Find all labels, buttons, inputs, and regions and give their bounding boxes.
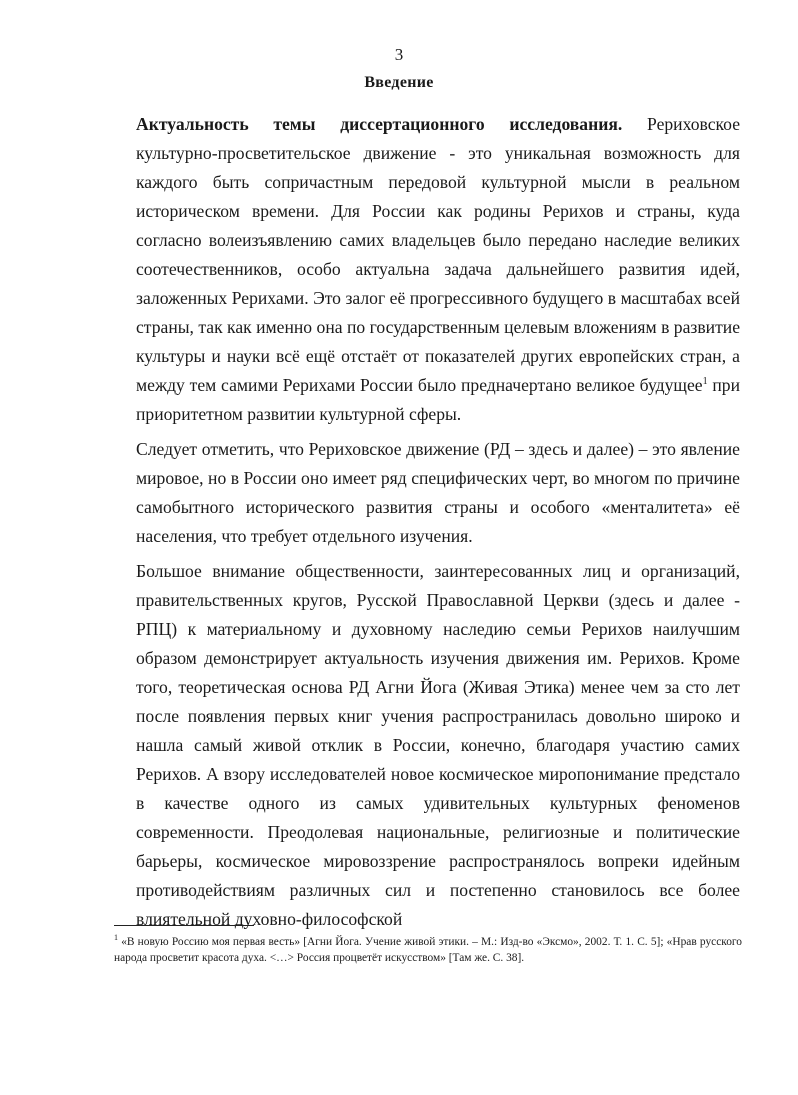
paragraph-text: Рериховское культурно-просветительское движение - это уникальная возможность для каждого быть сопричастным передовой культурной мысли в реальном историческом времени. Для России как родины Рерихов и страны, куда согласно волеизъявлению самих владельцев было передано наследие великих соотечественников, особо актуальна задача дальнейшего развития идей, заложенных Рерихами. Это залог её прогрессивного будущего в масштабах всей страны, так как именно она по государственным целевым вложениям в развитие культуры и науки всё ещё отстаёт от показателей других европейских стран, а между тем самими Рерихами России было предначертано великое будущее	[136, 114, 741, 395]
paragraph-relevance	[136, 110, 740, 429]
section-heading: Введение	[364, 74, 434, 91]
body-text	[136, 110, 740, 940]
paragraph-attention: Большое внимание общественности, заинтересованных лиц и организаций, правительственных кругов, Русской Православной Церкви (здесь и далее - РПЦ) к материальному и духовному наследию семьи Рерихов наилучшим образом демонстрирует актуальность изучения движения им. Рерихов. Кроме того, теоретическая основа РД Агни Йога (Живая Этика) менее чем за сто лет после появления первых книг учения распространилась довольно широко и нашла самый живой отклик в России, конечно, благодаря участию самих Рерихов. А взору исследователей новое космическое миропонимание предстало в качестве одного из самых удивительных культурных феноменов современности. Преодолевая национальные, религиозные и политические барьеры, космическое мировоззрение распространялось вопреки идейным противодействиям различных сил и постепенно становилось все более влиятельной духовно-философской	[136, 561, 740, 929]
footnote-divider	[114, 925, 254, 926]
paragraph-movement: Следует отметить, что Рериховское движение (РД – здесь и далее) – это явление мировое, но в России оно имеет ряд специфических черт, во многом по причине самобытного исторического развития страны и особого «менталитета» её населения, что требует отдельного изучения.	[136, 439, 740, 546]
paragraph-text-end: при приоритетном развитии культурной сферы.	[136, 375, 740, 424]
footnote-marker: 1	[114, 933, 118, 943]
page-number: 3	[394, 45, 404, 64]
footnote-text: «В новую Россию моя первая весть» [Агни Йога. Учение живой этики. – М.: Изд-во «Эксмо», 2002. Т. 1. С. 5]; «Нрав русского народа просветит красота духа. <…> Россия процветёт искусством» [Там же. С. 38].	[114, 936, 742, 964]
footnote	[114, 934, 742, 966]
paragraph-lead: Актуальность темы диссертационного исследования.	[136, 114, 623, 134]
footnote-reference[interactable]: 1	[702, 376, 708, 388]
